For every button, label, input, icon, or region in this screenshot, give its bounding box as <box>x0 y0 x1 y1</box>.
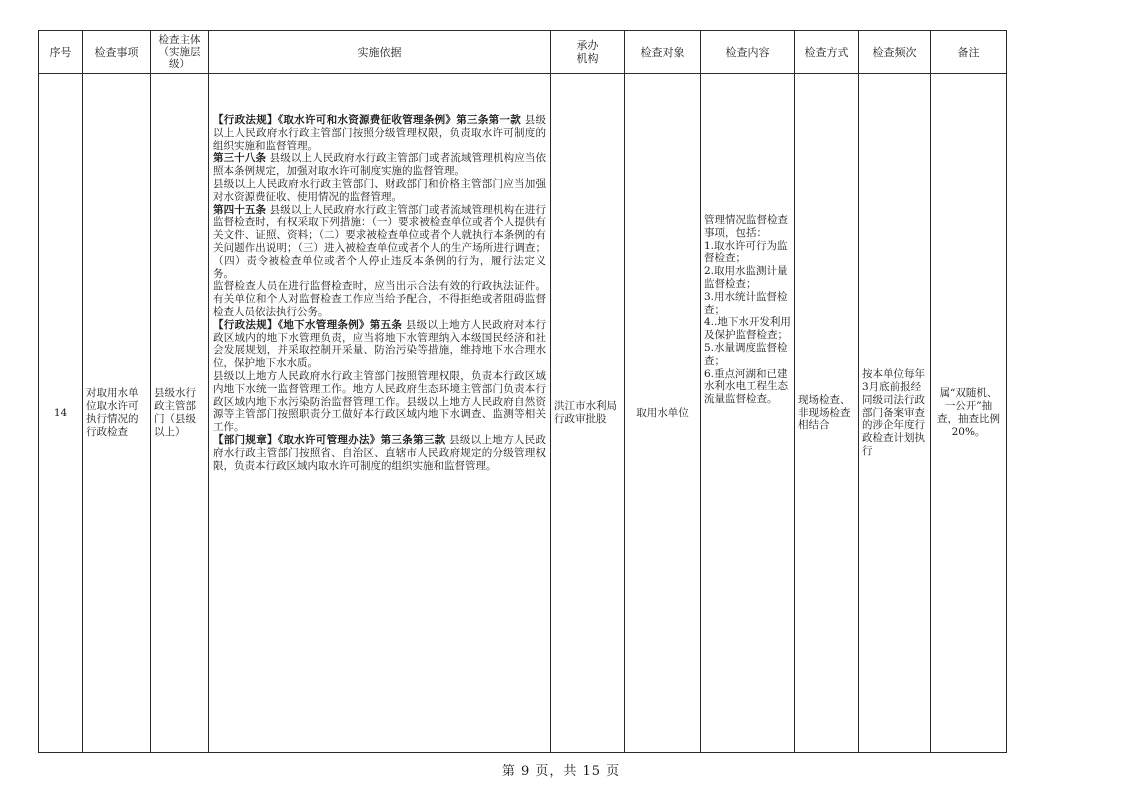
header-frequency: 检查频次 <box>859 31 931 74</box>
basis-paragraph: 第三十八条 县级以上人民政府水行政主管部门或者流域管理机构应当依照本条例规定，加强对取水许可制度实施的监督管理。 <box>213 152 546 178</box>
page-footer: 第 9 页，共 15 页 <box>501 764 621 779</box>
basis-paragraph: 监督检查人员在进行监督检查时，应当出示合法有效的行政执法证件。有关单位和个人对监督检查工作应当给予配合，不得拒绝或者阻碍监督检查人员依法执行公务。 <box>213 280 546 318</box>
cell-item: 对取用水单位取水许可执行情况的行政检查 <box>83 74 151 753</box>
basis-paragraph: 【行政法规】《地下水管理条例》第五条 县级以上地方人民政府对本行政区域内的地下水管理负责，应当将地下水管理纳入本级国民经济和社会发展规划，并采取控制开采量、防治污染等措施，维持地下水合理水位，保护地下水水质。 <box>213 318 547 370</box>
content-line: 管理情况监督检查事项，包括： <box>704 214 788 239</box>
content-line: 5.水量调度监督检查； <box>704 341 788 367</box>
cell-content <box>701 74 795 753</box>
basis-paragraph: 县级以上地方人民政府水行政主管部门按照管理权限，负责本行政区域内地下水统一监督管理工作。地方人民政府生态环境主管部门负责本行政区域内地下水污染防治监督管理工作。县级以上地方人民政府自然资源等主管部门按照职责分工做好本行政区域内地下水调查、监测等相关工作。 <box>213 369 546 434</box>
header-no: 序号 <box>39 31 83 74</box>
header-basis: 实施依据 <box>209 31 551 74</box>
content-line: 2.取用水监测计量监督检查； <box>704 265 788 290</box>
cell-remark: 属“双随机、一公开”抽查，抽查比例20%。 <box>931 74 1007 753</box>
header-org: 承办机构 <box>551 31 625 74</box>
inspection-table <box>38 30 1007 753</box>
header-content: 检查内容 <box>701 31 795 74</box>
cell-frequency: 按本单位每年3月底前报经同级司法行政部门备案审查的涉企年度行政检查计划执行 <box>859 74 931 753</box>
basis-paragraph: 【部门规章】《取水许可管理办法》第三条第三款 县级以上地方人民政府水行政主管部门按照省、自治区、直辖市人民政府规定的分级管理权限，负责本行政区域内取水许可制度的组织实施和监督管理。 <box>213 433 547 472</box>
cell-basis <box>209 74 551 753</box>
basis-paragraph: 县级以上人民政府水行政主管部门、财政部门和价格主管部门应当加强对水资源费征收、使用情况的监督管理。 <box>213 177 546 203</box>
basis-paragraph: 第四十五条 县级以上人民政府水行政主管部门或者流域管理机构在进行监督检查时，有权采取下列措施：（一）要求被检查单位或者个人提供有关文件、证照、资料；（二）要求被检查单位或者个人就执行本条例的有关问题作出说明；（三）进入被检查单位或者个人的生产场所进行调查；（四）责令被检查单位或者个人停止违反本条例的行为，履行法定义务。 <box>213 203 546 280</box>
header-item: 检查事项 <box>83 31 151 74</box>
header-remark: 备注 <box>931 31 1007 74</box>
content-line: 6.重点河湖和已建水利水电工程生态流量监督检查。 <box>704 367 788 406</box>
header-subject: 检查主体（实施层级） <box>151 31 209 74</box>
table-row <box>39 74 1007 753</box>
content-line: 1.取水许可行为监督检查； <box>704 239 788 265</box>
cell-method: 现场检查、非现场检查相结合 <box>795 74 859 753</box>
content-line: 4..地下水开发利用及保护监督检查； <box>704 316 791 342</box>
header-target: 检查对象 <box>625 31 701 74</box>
basis-paragraph: 【行政法规】《取水许可和水资源费征收管理条例》第三条第一款 县级以上人民政府水行政主管部门按照分级管理权限，负责取水许可制度的组织实施和监督管理。 <box>213 114 547 152</box>
cell-target: 取用水单位 <box>625 74 701 753</box>
content-line: 3.用水统计监督检查； <box>704 290 788 316</box>
cell-org: 洪江市水利局行政审批股 <box>551 74 625 753</box>
header-method: 检查方式 <box>795 31 859 74</box>
table-header-row <box>39 31 1007 74</box>
cell-subject: 县级水行政主管部门（县级以上） <box>151 74 209 753</box>
cell-no: 14 <box>39 74 83 753</box>
inspection-table-sheet <box>38 30 1007 753</box>
